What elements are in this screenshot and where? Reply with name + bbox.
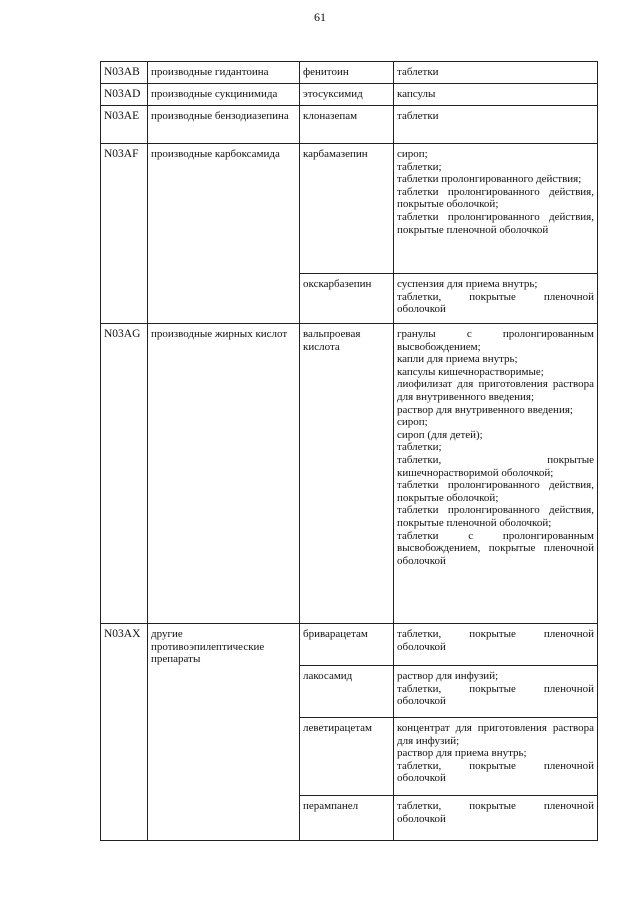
dosage-form: таблетки (397, 66, 439, 78)
drug-table (100, 61, 598, 841)
dosage-form: таблетки пролонгированного действия, покрытые пленочной оболочкой (397, 210, 594, 236)
dosage-form: таблетки (397, 110, 439, 122)
drug-name-cell: лакосамид (300, 666, 394, 718)
dosage-form: таблетки, покрытые кишечнорастворимой оболочкой; (397, 453, 594, 479)
drug-name-cell: карбамазепин (300, 144, 394, 274)
drug-name-cell: бриварацетам (300, 624, 394, 666)
atc-code-cell: N03AX (101, 624, 148, 841)
group-name-cell: производные карбоксамида (148, 144, 300, 324)
drug-name-cell: леветирацетам (300, 718, 394, 796)
table-row (101, 144, 598, 274)
atc-code-cell: N03AB (101, 62, 148, 84)
table-row (101, 106, 598, 144)
dosage-form: лиофилизат для приготовления раствора для внутривенного введения; (397, 378, 594, 403)
dosage-form: таблетки с пролонгированным высвобождением, покрытые пленочной оболочкой (397, 529, 594, 567)
dosage-form: раствор для приема внутрь; (397, 747, 527, 760)
dosage-forms-cell (394, 624, 598, 666)
atc-code-cell: N03AD (101, 84, 148, 106)
dosage-forms-cell (394, 324, 598, 624)
dosage-form: суспензия для приема внутрь; (397, 278, 538, 290)
dosage-form: таблетки; (397, 160, 442, 173)
dosage-form: таблетки, покрытые пленочной оболочкой (397, 682, 594, 708)
group-name-cell: производные бензодиазепина (148, 106, 300, 144)
dosage-form: таблетки, покрытые пленочной оболочкой (397, 290, 594, 316)
dosage-forms-cell (394, 796, 598, 841)
drug-name-cell: вальпроевая кислота (300, 324, 394, 624)
atc-code-cell: N03AE (101, 106, 148, 144)
dosage-form: капсулы (397, 88, 436, 100)
dosage-form: сироп (для детей); (397, 428, 483, 441)
dosage-forms-cell (394, 718, 598, 796)
dosage-forms-cell (394, 666, 598, 718)
dosage-form: капсулы кишечнорастворимые; (397, 365, 544, 378)
dosage-form: таблетки пролонгированного действия, покрытые пленочной оболочкой; (397, 504, 594, 529)
dosage-form: таблетки, покрытые пленочной оболочкой (397, 800, 594, 825)
dosage-form: таблетки пролонгированного действия, покрытые оболочкой; (397, 185, 594, 211)
group-name-cell: другие противоэпилептические препараты (148, 624, 300, 841)
dosage-form: гранулы с пролонгированным высвобождением; (397, 328, 594, 353)
table-row (101, 84, 598, 106)
dosage-form: сироп; (397, 148, 428, 160)
atc-code-cell: N03AG (101, 324, 148, 624)
drug-name-cell: окскарбазепин (300, 274, 394, 324)
dosage-form: капли для приема внутрь; (397, 353, 518, 366)
dosage-forms-cell (394, 62, 598, 84)
table-row (101, 324, 598, 624)
drug-name-cell: клоназепам (300, 106, 394, 144)
dosage-form: таблетки пролонгированного действия, покрытые оболочкой; (397, 479, 594, 504)
drug-table-body (101, 62, 598, 841)
dosage-forms-cell (394, 106, 598, 144)
dosage-form: таблетки, покрытые пленочной оболочкой (397, 759, 594, 785)
dosage-form: раствор для внутривенного введения; (397, 403, 573, 416)
dosage-form: сироп; (397, 416, 428, 429)
page-number: 61 (314, 10, 326, 24)
dosage-form: раствор для инфузий; (397, 670, 499, 682)
group-name-cell: производные гидантоина (148, 62, 300, 84)
dosage-forms-cell (394, 84, 598, 106)
drug-name-cell: этосуксимид (300, 84, 394, 106)
dosage-forms-cell (394, 274, 598, 324)
group-name-cell: производные жирных кислот (148, 324, 300, 624)
group-name-cell: производные сукцинимида (148, 84, 300, 106)
dosage-forms-cell (394, 144, 598, 274)
drug-name-cell: фенитоин (300, 62, 394, 84)
dosage-form: концентрат для приготовления раствора для инфузий; (397, 722, 594, 747)
dosage-form: таблетки пролонгированного действия; (397, 173, 582, 186)
atc-code-cell: N03AF (101, 144, 148, 324)
drug-name-cell: перампанел (300, 796, 394, 841)
dosage-form: таблетки; (397, 441, 442, 454)
dosage-form: таблетки, покрытые пленочной оболочкой (397, 628, 594, 653)
table-row (101, 624, 598, 666)
table-row (101, 62, 598, 84)
